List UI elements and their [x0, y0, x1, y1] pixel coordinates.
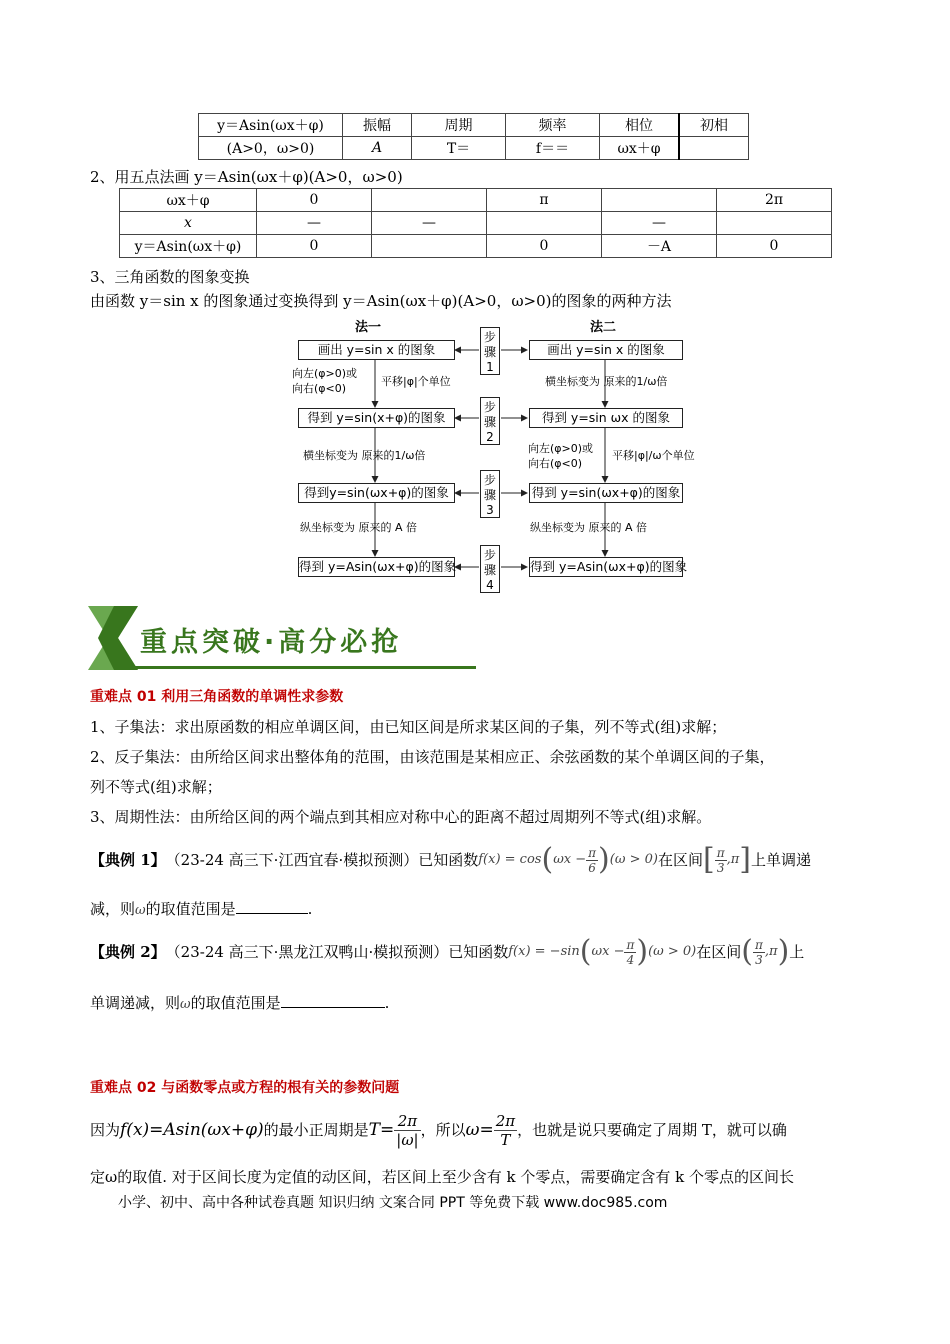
- ex1-line2a: 减，则: [90, 900, 136, 918]
- ex1-interval-end: ,π: [726, 852, 740, 867]
- paren-open-icon: (: [741, 934, 753, 969]
- table-cell: ωx＋φ: [600, 137, 680, 160]
- table-cell: ωx＋φ: [120, 189, 257, 212]
- k1-p3: 3、周期性法：由所给区间的两个端点到其相应对称中心的距离不超过周期列不等式(组)求解。: [90, 808, 712, 826]
- m1-note-horizontal: 横坐标变为 原来的1/ω倍: [303, 449, 426, 462]
- ex1-line2b: 的取值范围是: [145, 900, 236, 918]
- m2-note-right: 向右(φ<0): [528, 457, 583, 470]
- table-cell: —: [602, 212, 717, 235]
- step-1-label: 步骤1: [480, 327, 500, 375]
- step-3-label: 步骤3: [480, 470, 500, 518]
- k2-p1a: 因为: [90, 1121, 121, 1139]
- flowchart-arrows: [0, 0, 950, 600]
- table-cell: —: [372, 212, 487, 235]
- m2-note-shift: 平移|φ|/ω个单位: [612, 449, 695, 462]
- paren-close-icon: ): [636, 934, 649, 969]
- m2-note-vertical: 纵坐标变为 原来的 A 倍: [530, 521, 648, 534]
- ex2-tail: 上: [789, 943, 805, 961]
- table-cell: f＝＝: [506, 137, 600, 160]
- ex2-mid: 在区间: [696, 943, 742, 961]
- step-4-label: 步骤4: [480, 545, 500, 593]
- m2-note-left: 向左(φ>0)或: [528, 442, 594, 455]
- omega-symbol: ω: [135, 903, 146, 918]
- ex2-frac-pi-3: $\frac{\pi}{3}$: [755, 937, 763, 967]
- ex1-frac-pi-6: $\frac{\pi}{6}$: [588, 845, 597, 875]
- k2-frac-2pi-omega: $\frac{2\pi}{|\omega|}$: [396, 1111, 419, 1149]
- k2-p1c: ，所以: [420, 1121, 466, 1139]
- method2-title: 法二: [590, 320, 617, 335]
- m1-note-vertical: 纵坐标变为 原来的 A 倍: [300, 521, 418, 534]
- m1-box-3: 得到y=sin(ωx+φ)的图象: [298, 483, 455, 503]
- k2-formula-period: T=: [368, 1120, 395, 1140]
- k2-p1d: ，也就是说只要确定了周期 T，就可以确: [517, 1121, 787, 1139]
- page-footer: 小学、初中、高中各种试卷真题 知识归纳 文案合同 PPT 等免费下载 www.doc985.com: [118, 1195, 668, 1211]
- k2-frac-2pi-T: $\frac{2\pi}{T}$: [495, 1111, 516, 1149]
- paren-close-icon: ): [777, 934, 790, 969]
- ex2-arg: ωx −: [591, 944, 625, 959]
- ex2-source: （23-24 高三下·黑龙江双鸭山·模拟预测）已知函数: [165, 943, 509, 961]
- transform-description: 由函数 y＝sin x 的图象通过变换得到 y＝Asin(ωx＋φ)(A>0，ω>0)的图象的两种方法: [90, 292, 672, 310]
- k1-p2b: 列不等式(组)求解；: [90, 778, 222, 796]
- table-cell: y＝Asin(ωx＋φ): [120, 235, 257, 258]
- m1-box-2: 得到 y=sin(x+φ)的图象: [298, 408, 455, 428]
- table-cell: 0: [257, 189, 372, 212]
- ex1-label: 【典例 1】: [90, 851, 166, 869]
- table-cell: —: [257, 212, 372, 235]
- ex2-line2a: 单调递减，则: [90, 994, 181, 1012]
- table-cell: 周期: [412, 114, 506, 137]
- k2-formula-func: f(x)=Asin(ωx+φ): [120, 1120, 264, 1140]
- ex1-frac-pi-3: $\frac{\pi}{3}$: [716, 845, 725, 875]
- m1-note-left: 向左(φ>0)或: [292, 367, 358, 380]
- k2-p1b: 的最小正周期是: [263, 1121, 369, 1139]
- paren-close-icon: ): [598, 842, 610, 877]
- method1-title: 法一: [355, 320, 382, 335]
- table-cell: 初相: [679, 114, 749, 137]
- m1-box-4: 得到 y=Asin(ωx+φ)的图象: [298, 557, 455, 577]
- m1-box-1: 画出 y=sin x 的图象: [298, 340, 455, 360]
- table-cell: 0: [717, 235, 832, 258]
- table-cell: 0: [487, 235, 602, 258]
- ex1-arg: ωx −: [553, 852, 587, 867]
- m2-note-horizontal: 横坐标变为 原来的1/ω倍: [545, 375, 668, 388]
- ex2-interval-end: ,π: [764, 944, 778, 959]
- ex2-label: 【典例 2】: [90, 943, 166, 961]
- k2-title: 重难点 02 与函数零点或方程的根有关的参数问题: [90, 1080, 400, 1096]
- transform-heading: 3、三角函数的图象变换: [90, 268, 250, 286]
- k2-p1: [90, 1108, 787, 1152]
- table-cell: A: [343, 137, 412, 160]
- k1-title: 重难点 01 利用三角函数的单调性求参数: [90, 689, 344, 705]
- example-1-line2: [90, 898, 312, 919]
- example-2-line2: [90, 992, 389, 1013]
- ex1-mid: 在区间: [657, 851, 703, 869]
- ex2-line2b: 的取值范围是: [190, 994, 281, 1012]
- k2-p2: 定ω的取值. 对于区间长度为定值的动区间，若区间上至少含有 k 个零点，需要确定含有 k 个零点的区间长: [90, 1168, 795, 1186]
- ex1-func: f(x) = cos: [478, 852, 542, 867]
- ex1-answer-blank: [236, 899, 308, 914]
- m2-box-4: 得到 y=Asin(ωx+φ)的图象: [529, 557, 683, 577]
- k2-formula-omega: ω=: [465, 1120, 494, 1140]
- ex2-end: .: [384, 994, 390, 1012]
- m2-box-3: 得到 y=sin(ωx+φ)的图象: [529, 483, 683, 503]
- ex1-source: （23-24 高三下·江西宜春·模拟预测）已知函数: [165, 851, 479, 869]
- table-cell: π: [487, 189, 602, 212]
- example-1-line1: [90, 838, 811, 882]
- example-2-line1: [90, 930, 804, 974]
- paren-open-icon: (: [541, 842, 554, 877]
- ex1-cond: (ω > 0): [609, 852, 658, 867]
- ex1-end: .: [307, 900, 313, 918]
- table-cell: T＝: [412, 137, 506, 160]
- table-cell: 相位: [600, 114, 680, 137]
- banner-title: 重点突破·高分必抢: [140, 627, 403, 658]
- omega-symbol: ω: [180, 997, 191, 1012]
- table-cell: y＝Asin(ωx＋φ): [199, 114, 343, 137]
- m1-note-right: 向右(φ<0): [292, 382, 347, 395]
- ex2-cond: (ω > 0): [648, 944, 697, 959]
- m2-box-2: 得到 y=sin ωx 的图象: [529, 408, 683, 428]
- bracket-close-icon: ]: [739, 842, 751, 877]
- table-cell: 2π: [717, 189, 832, 212]
- paren-open-icon: (: [579, 934, 592, 969]
- step-2-label: 步骤2: [480, 397, 500, 445]
- ex2-answer-blank: [281, 993, 385, 1008]
- k1-p1: 1、子集法：求出原函数的相应单调区间，由已知区间是所求某区间的子集，列不等式(组)求解；: [90, 718, 727, 736]
- table-cell: (A>0，ω>0): [199, 137, 343, 160]
- bracket-open-icon: [: [702, 842, 715, 877]
- table-cell: x: [120, 212, 257, 235]
- ex2-frac-pi-4: $\frac{\pi}{4}$: [626, 937, 635, 967]
- ex2-func: f(x) = −sin: [508, 944, 580, 959]
- m2-box-1: 画出 y=sin x 的图象: [529, 340, 683, 360]
- table-cell: 0: [257, 235, 372, 258]
- k1-p2a: 2、反子集法：由所给区间求出整体角的范围，由该范围是某相应正、余弦函数的某个单调区间的子集，: [90, 748, 775, 766]
- ex1-tail: 上单调递: [750, 851, 811, 869]
- table-cell: 频率: [506, 114, 600, 137]
- five-point-heading: 2、用五点法画 y＝Asin(ωx＋φ)(A>0，ω>0): [90, 168, 403, 186]
- table-cell: －A: [602, 235, 717, 258]
- table-cell: 振幅: [343, 114, 412, 137]
- m1-note-shift: 平移|φ|个单位: [381, 375, 451, 388]
